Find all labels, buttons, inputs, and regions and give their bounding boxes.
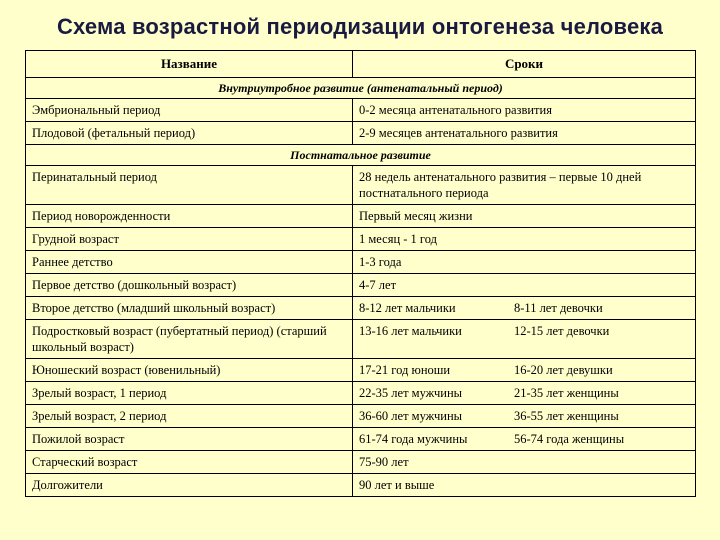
period-name: Второе детство (младший школьный возраст) [26,297,353,320]
period-name: Юношеский возраст (ювенильный) [26,359,353,382]
period-terms [353,251,696,274]
section-label: Внутриутробное развитие (антенатальный период) [26,78,696,99]
period-terms [353,297,696,320]
term-primary: 13-16 лет мальчики [359,324,462,338]
period-name: Грудной возраст [26,228,353,251]
table-row [26,451,696,474]
period-terms [353,359,696,382]
term-secondary: 16-20 лет девушки [514,363,613,377]
period-terms [353,205,696,228]
term-secondary: 21-35 лет женщины [514,386,619,400]
period-terms [353,228,696,251]
table-row [26,428,696,451]
period-name: Зрелый возраст, 2 период [26,405,353,428]
table-row [26,166,696,205]
term-primary: 4-7 лет [359,278,397,292]
period-terms [353,474,696,497]
term-primary: 22-35 лет мужчины [359,386,463,400]
period-name: Зрелый возраст, 1 период [26,382,353,405]
section-row [26,145,696,166]
column-header-name: Название [26,51,353,78]
term-primary: 1 месяц - 1 год [359,232,437,246]
table-row [26,205,696,228]
period-name: Раннее детство [26,251,353,274]
term-primary: 1-3 года [359,255,402,269]
period-terms [353,382,696,405]
period-terms [353,320,696,359]
table-row [26,359,696,382]
section-label: Постнатальное развитие [26,145,696,166]
period-terms [353,166,696,205]
table-row [26,99,696,122]
term-primary: Первый месяц жизни [359,209,473,223]
period-terms [353,99,696,122]
term-secondary: 56-74 года женщины [514,432,625,446]
period-name: Плодовой (фетальный период) [26,122,353,145]
period-terms [353,122,696,145]
period-name: Долгожители [26,474,353,497]
table-row [26,274,696,297]
period-name: Первое детство (дошкольный возраст) [26,274,353,297]
term-primary: 28 недель антенатального развития – первые 10 дней постнатального периода [359,170,642,200]
term-primary: 75-90 лет [359,455,409,469]
term-secondary: 8-11 лет девочки [514,301,603,315]
table-row [26,474,696,497]
period-name: Период новорожденности [26,205,353,228]
section-row [26,78,696,99]
period-name: Эмбриональный период [26,99,353,122]
term-primary: 17-21 год юноши [359,363,451,377]
period-terms [353,274,696,297]
table-row [26,297,696,320]
period-name: Старческий возраст [26,451,353,474]
period-name: Пожилой возраст [26,428,353,451]
page-title: Схема возрастной периодизации онтогенеза человека [56,14,664,39]
column-header-terms: Сроки [353,51,696,78]
term-primary: 90 лет и выше [359,478,435,492]
table-row [26,122,696,145]
term-primary: 36-60 лет мужчины [359,409,463,423]
period-terms [353,451,696,474]
term-primary: 2-9 месяцев антенатального развития [359,126,558,140]
term-secondary: 12-15 лет девочки [514,324,610,338]
table-row [26,405,696,428]
period-terms [353,405,696,428]
table-row [26,382,696,405]
term-secondary: 36-55 лет женщины [514,409,619,423]
period-name: Перинатальный период [26,166,353,205]
table-header-row [26,51,696,78]
term-primary: 61-74 года мужчины [359,432,468,446]
table-row [26,228,696,251]
term-primary: 0-2 месяца антенатального развития [359,103,552,117]
table-row [26,251,696,274]
term-primary: 8-12 лет мальчики [359,301,456,315]
period-terms [353,428,696,451]
periodization-table [25,50,696,497]
table-row [26,320,696,359]
period-name: Подростковый возраст (пубертатный период) (старший школьный возраст) [26,320,353,359]
